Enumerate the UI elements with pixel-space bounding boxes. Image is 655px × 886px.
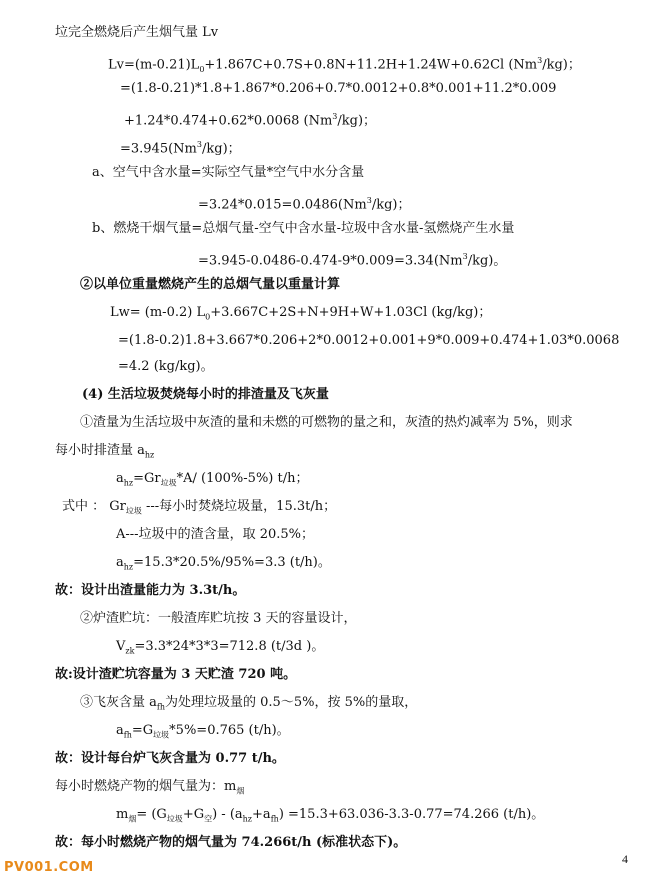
conclusion-fly-ash: 故：设计每台炉飞灰含量为 0.77 t/h。 — [55, 751, 285, 766]
item-a-air-water: a、空气中含水量=实际空气量*空气中水分含量 — [92, 165, 365, 180]
calc-vzk: $V_{zk}=3.3*24*3*3=712.8$ (t/3d )。 — [116, 639, 325, 656]
para-flue-mass: 每小时燃烧产物的烟气量为：$m_烟$ — [55, 779, 245, 796]
para-slag-pit: ②炉渣贮坑：一般渣库贮坑按 3 天的容量设计， — [80, 611, 357, 626]
calc-dry-gas: $=3.945-0.0486-0.474-9*0.009=3.34(Nm^3/kg)$。 — [198, 252, 507, 269]
section-heading-4: (4) 生活垃圾焚烧每小时的排渣量及飞灰量 — [82, 387, 329, 402]
conclusion-slag-capacity: 故：设计出渣量能力为 3.3t/h。 — [55, 583, 246, 598]
item-b-dry-gas: b、燃烧干烟气量=总烟气量-空气中含水量-垃圾中含水量-氢燃烧产生水量 — [92, 221, 515, 236]
para-fly-ash: ③飞灰含量 $a_{fh}$为处理垃圾量的 0.5～5%，按 5%的量取， — [80, 695, 418, 712]
calc-lw: =(1.8-0.2)1.8+3.667*0.206+2*0.0012+0.001+9*0.009+0.474+1.03*0.0068 — [118, 333, 620, 348]
calc-lv-1: =(1.8-0.21)*1.8+1.867*0.206+0.7*0.0012+0.8*0.001+11.2*0.009 — [120, 81, 557, 96]
para-slag-cont: 每小时排渣量 $a_{hz}$ — [55, 443, 155, 460]
formula-lv: $Lv=(m-0.21)L_0+1.867C+0.7S+0.8N+11.2H+1.24W+0.62Cl$ (Nm$^3$/kg)； — [108, 56, 581, 74]
calc-flue-mass: $m_烟= (G_{垃圾}+G_空) - (a_{hz}+a_{fh}) =15.3+63.036-3.3-0.77=74.266$ (t/h)。 — [116, 807, 545, 824]
heading-flue-gas-volume: 垃完全燃烧后产生烟气量 Lv — [55, 25, 219, 40]
site-logo: PV001.COM — [4, 860, 94, 875]
calc-ahz: $a_{hz}=15.3*20.5\%/95\%=3.3$ (t/h)。 — [116, 555, 331, 572]
where-gr: 式中 ： $Gr_{垃圾}$ ---每小时焚烧垃圾量，15.3t/h； — [62, 499, 337, 516]
page-number: 4 — [622, 852, 628, 866]
calc-afh: $a_{fh}=G_{垃圾}*5\%=0.765$ (t/h)。 — [116, 723, 290, 740]
calc-air-water: $=3.24*0.015=0.0486(Nm^3/kg)$； — [198, 196, 411, 213]
formula-lw: Lw= (m-0.2) $L_0+3.667C+2S+N+9H+W+1.03Cl$ (kg/kg)； — [110, 305, 492, 322]
formula-ahz: $a_{hz}=Gr_{垃圾}*A/$ (100%-5%) t/h； — [116, 471, 309, 488]
para-slag: ①渣量为生活垃圾中灰渣的量和未燃的可燃物的量之和，灰渣的热灼减率为 5%，则求 — [80, 415, 573, 430]
subheading-weight-gas: ②以单位重量燃烧产生的总烟气量以重量计算 — [80, 277, 341, 292]
conclusion-flue-mass: 故：每小时燃烧产物的烟气量为 74.266t/h (标准状态下)。 — [55, 835, 407, 850]
result-lw: =4.2 (kg/kg)。 — [118, 359, 214, 374]
conclusion-slag-pit: 故:设计渣贮坑容量为 3 天贮渣 720 吨。 — [55, 667, 297, 682]
result-lv: $=3.945(Nm^3/kg)$； — [120, 140, 241, 157]
calc-lv-2: +1.24*0.474+0.62*0.0068 (Nm$^3$/kg)； — [124, 112, 377, 129]
where-a: A---垃圾中的渣含量，取 20.5%； — [116, 527, 314, 542]
